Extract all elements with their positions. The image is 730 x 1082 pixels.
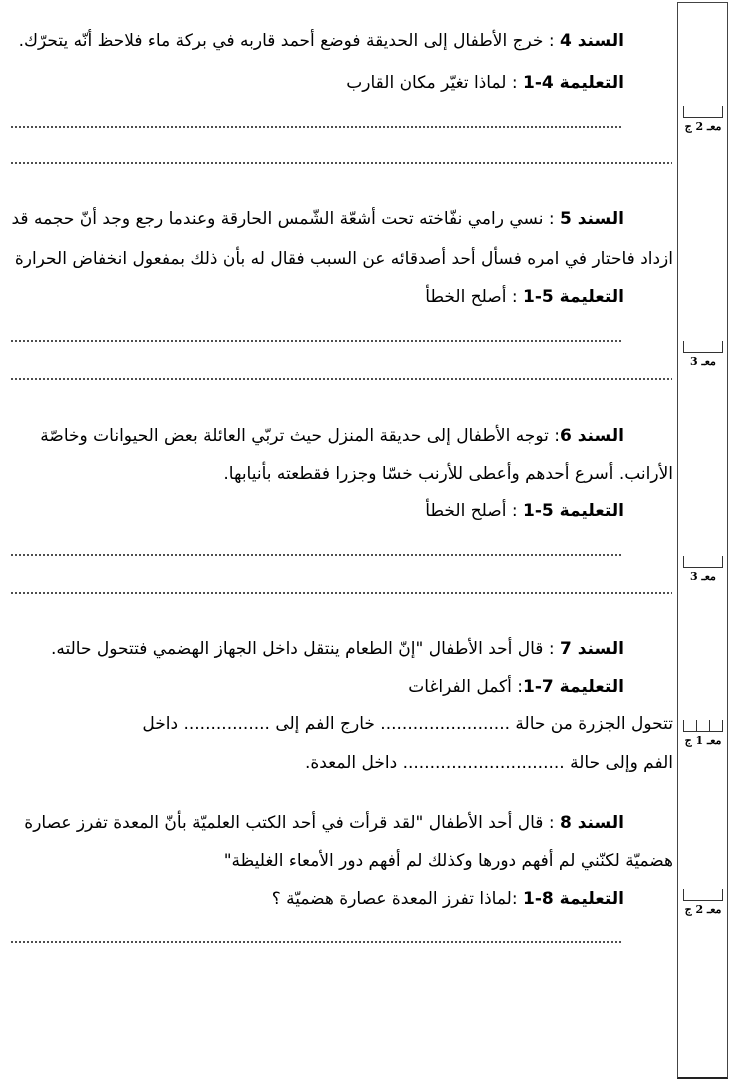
sanad-6-text-line1: السند 6: توجه الأطفال إلى حديقة المنزل حيث تربّي العائلة بعض الحيوانات وخاصّة xyxy=(40,426,624,446)
score-grid xyxy=(683,106,723,118)
instruction-8-1-label: التعليمة 8-1 xyxy=(523,889,624,909)
instruction-5-1-label: التعليمة 5-1 xyxy=(523,287,624,307)
answer-line-6-1b[interactable] xyxy=(10,592,672,594)
answer-line-8-1a[interactable] xyxy=(10,941,623,943)
answer-line-5-1b[interactable] xyxy=(10,378,672,380)
sanad-4-label: السند 4 xyxy=(559,31,624,51)
sanad-5-label: السند 5 xyxy=(559,209,624,229)
sanad-8-label: السند 8 xyxy=(559,813,624,833)
instruction-4-1-label: التعليمة 4-1 xyxy=(523,73,624,93)
fill-in-line-1[interactable]: تتحول الجزرة من حالة ........................ خارج الفم إلى ................ داخل xyxy=(142,714,673,734)
score-label-8: معـ 2 ج xyxy=(684,903,722,916)
score-grid xyxy=(683,556,723,568)
score-box-8 xyxy=(680,889,726,916)
instruction-4-1: التعليمة 4-1 : لماذا تغيّر مكان القارب xyxy=(346,73,624,93)
score-grid xyxy=(683,889,723,901)
instruction-7-1: التعليمة 7-1: أكمل الفراغات xyxy=(408,677,624,697)
fill-in-line-2[interactable]: الفم وإلى حالة .............................. داخل المعدة. xyxy=(304,753,673,773)
answer-line-4-1b[interactable] xyxy=(10,162,672,164)
instruction-8-1: التعليمة 8-1 :لماذا تفرز المعدة عصارة هضميّة ؟ xyxy=(271,889,624,909)
sanad-7-text: السند 7 : قال أحد الأطفال "إنّ الطعام ينتقل داخل الجهاز الهضمي فتتحول حالته. xyxy=(50,639,624,659)
instruction-5-1: التعليمة 5-1 : أصلح الخطأ xyxy=(425,287,624,307)
answer-line-6-1a[interactable] xyxy=(10,554,623,556)
score-label-7: معـ 1 ج xyxy=(684,734,722,747)
score-box-7 xyxy=(680,720,726,747)
score-label-6: معـ 3 xyxy=(690,570,716,583)
instruction-7-1-label: التعليمة 7-1 xyxy=(523,677,624,697)
sanad-7-label: السند 7 xyxy=(559,639,624,659)
sanad-5-text-line1: السند 5 : نسي رامي نفّاخته تحت أشعّة الشّمس الحارقة وعندما رجع وجد أنّ حجمه قد xyxy=(11,209,624,229)
sanad-5-text-line2: ازداد فاحتار في امره فسأل أحد أصدقائه عن السبب فقال له بأن ذلك بمفعول انخفاض الحرارة xyxy=(14,249,673,269)
score-label-4: معـ 2 ج xyxy=(684,120,722,133)
answer-line-4-1a[interactable] xyxy=(10,126,623,128)
grading-margin-column xyxy=(677,2,728,1079)
sanad-4-text: السند 4 : خرج الأطفال إلى الحديقة فوضع أحمد قاربه في بركة ماء فلاحظ أنّه يتحرّك. xyxy=(18,31,624,51)
score-grid xyxy=(683,720,723,732)
instruction-6-1: التعليمة 5-1 : أصلح الخطأ xyxy=(425,501,624,521)
sanad-8-text-line2: هضميّة لكنّني لم أفهم دورها وكذلك لم أفهم دور الأمعاء الغليظة" xyxy=(223,851,673,871)
score-box-6 xyxy=(680,556,726,583)
score-box-4 xyxy=(680,106,726,133)
answer-line-5-1a[interactable] xyxy=(10,340,623,342)
instruction-6-1-label: التعليمة 5-1 xyxy=(523,501,624,521)
score-box-5 xyxy=(680,341,726,368)
score-label-5: معـ 3 xyxy=(690,355,716,368)
sanad-6-label: السند 6 xyxy=(559,426,624,446)
sanad-6-text-line2: الأرانب. أسرع أحدهم وأعطى للأرنب خسّا وجزرا فقطعته بأنيابها. xyxy=(223,464,673,484)
sanad-8-text-line1: السند 8 : قال أحد الأطفال "لقد قرأت في أحد الكتب العلميّة بأنّ المعدة تفرز عصارة xyxy=(24,813,624,833)
score-grid xyxy=(683,341,723,353)
